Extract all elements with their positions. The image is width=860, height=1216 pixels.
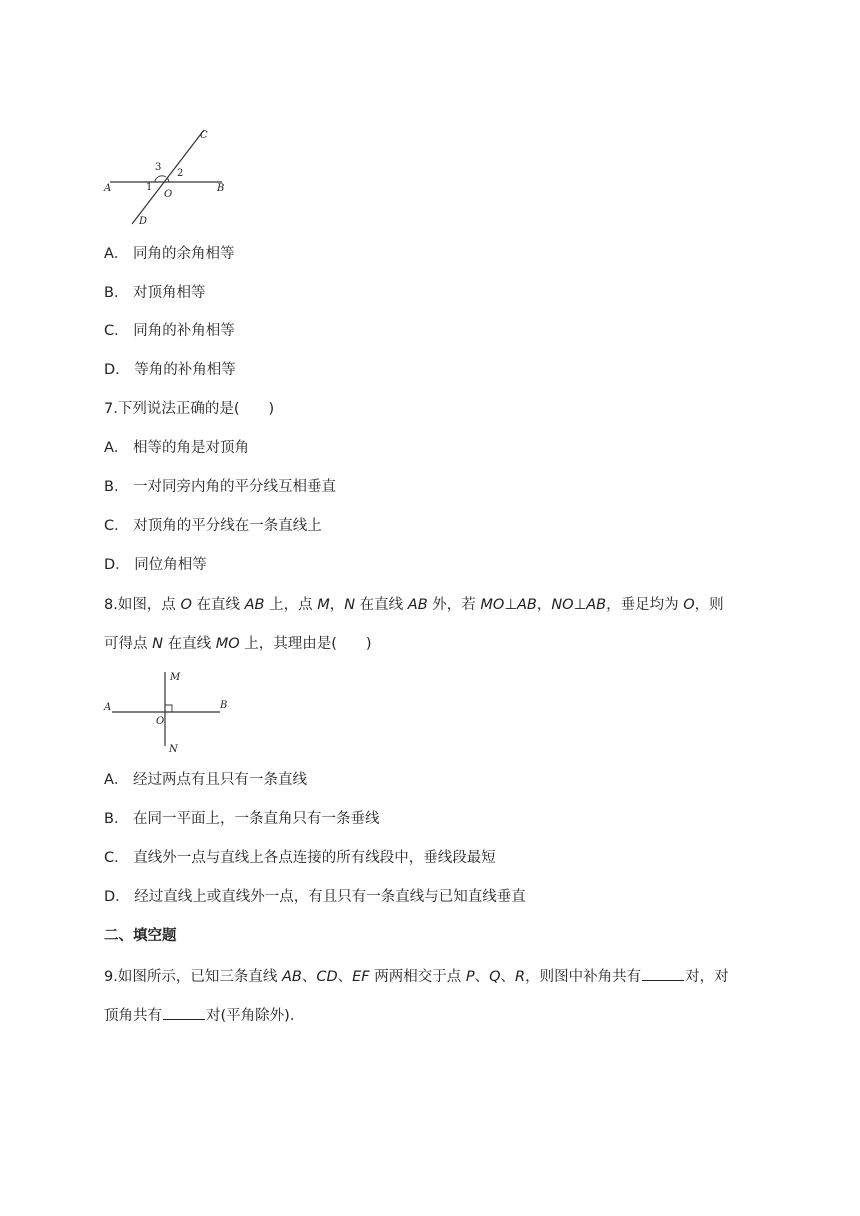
text: 9.如图所示，已知三条直线 [104,969,282,985]
text: ， [536,597,552,613]
angle-1-label: 1 [146,182,153,193]
text: 可得点 [104,636,153,652]
line-ab: AB [407,597,428,613]
answer-blank-1[interactable] [642,966,684,981]
q8-stem-line2 [104,634,372,654]
point-n: N [344,597,356,613]
q9-line1 [104,966,729,987]
perp-symbol: ⊥ [573,597,587,613]
q8-option-d: D． 经过直线上或直线外一点，有且只有一条直线与已知直线垂直 [104,889,526,905]
text: 在直线 [162,636,216,652]
text: ，则图中补角共有 [525,969,642,985]
text: 在直线 [355,597,408,613]
point-q: Q [489,969,501,985]
text: 两两相交于点 [369,969,466,985]
text: 在直线 [191,597,245,613]
q7-stem: 7.下列说法正确的是( ) [104,401,275,417]
text: 上，其理由是( ) [239,636,372,652]
q9-line2 [104,1005,304,1026]
point-n: N [152,636,163,652]
q8-stem-line1 [104,595,724,615]
text: ，则 [694,597,724,613]
q6-option-b: B． 对顶角相等 [104,285,206,301]
q7-option-a: A． 相等的角是对顶角 [104,440,250,456]
angle-3-label: 3 [155,162,162,173]
label-O: O [156,716,165,727]
separator: 、 [474,969,490,985]
line-mo: MO [215,636,240,652]
label-N: N [169,744,178,755]
line-ef: EF [352,969,370,985]
label-D: D [139,216,148,227]
q7-option-b: B． 一对同旁内角的平分线互相垂直 [104,479,337,495]
q6-option-d: D． 等角的补角相等 [104,362,236,378]
point-o: O [180,597,192,613]
point-r: R [515,969,526,985]
text: 对，对 [685,969,729,985]
line-ab: AB [516,597,537,613]
label-B: B [220,700,228,711]
figure-intersecting-lines [100,126,240,230]
line-ab: AB [586,597,607,613]
line-cd: CD [316,969,338,985]
point-o: O [683,597,695,613]
q7-option-d: D． 同位角相等 [104,557,207,573]
text: ，垂足均为 [606,597,684,613]
answer-blank-2[interactable] [163,1005,205,1020]
text: 对(平角除外)． [206,1008,305,1024]
separator: 、 [500,969,516,985]
point-p: P [465,969,475,985]
q8-option-a: A． 经过两点有且只有一条直线 [104,772,308,788]
point-m: M [317,597,330,613]
label-A: A [104,183,112,194]
separator: 、 [337,969,353,985]
text: ， [329,597,345,613]
label-A: A [104,702,112,713]
q8-option-c: C． 直线外一点与直线上各点连接的所有线段中，垂线段最短 [104,850,496,866]
line-no: NO [551,597,574,613]
label-C: C [200,130,208,141]
line-mo: MO [480,597,505,613]
section-title: 二、填空题 [104,928,177,944]
q6-option-c: C． 同角的补角相等 [104,323,235,339]
text: 上，点 [264,597,318,613]
separator: 、 [301,969,317,985]
text: 顶角共有 [104,1008,162,1024]
line-ab: AB [244,597,265,613]
angle-2-label: 2 [177,168,184,179]
q7-option-c: C． 对顶角的平分线在一条直线上 [104,518,322,534]
label-O: O [164,189,173,200]
text: 8.如图，点 [104,597,181,613]
line-ab: AB [281,969,302,985]
figure-perpendicular-lines [100,666,240,758]
text: 外，若 [427,597,481,613]
perp-symbol: ⊥ [504,597,517,613]
q8-option-b: B． 在同一平面上，一条直角只有一条垂线 [104,811,380,827]
q6-option-a: A． 同角的余角相等 [104,246,235,262]
label-M: M [170,672,181,683]
label-B: B [217,183,225,194]
